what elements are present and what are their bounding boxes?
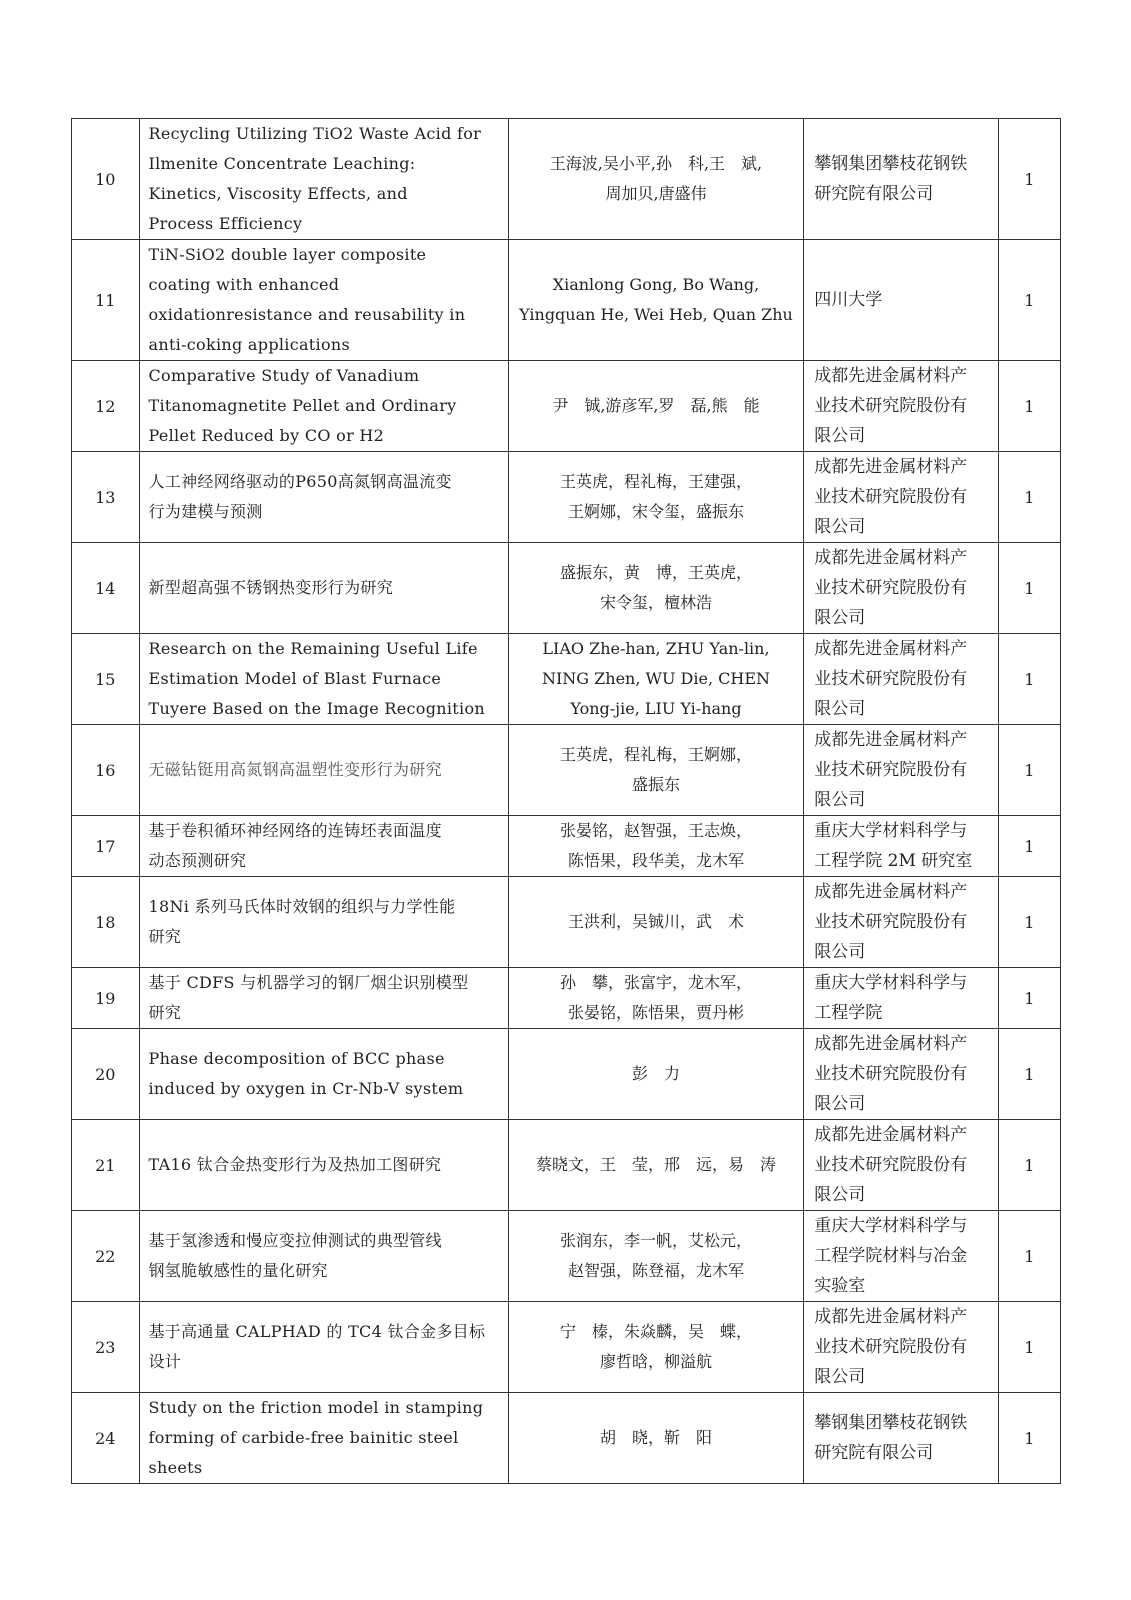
- authors-line: 张晏铭，赵智强，王志焕，: [559, 821, 752, 840]
- table-row: [72, 816, 1061, 877]
- organization-line: 业技术研究院股份有: [814, 1064, 968, 1084]
- paper-title-line: Study on the friction model in stamping: [148, 1398, 484, 1417]
- paper-title: [139, 1120, 508, 1211]
- paper-title-line: 动态预测研究: [148, 851, 247, 870]
- authors: [508, 1302, 804, 1393]
- authors: [508, 634, 804, 725]
- paper-count: 1: [998, 1211, 1060, 1302]
- row-number: 19: [72, 968, 140, 1029]
- paper-count: 1: [998, 968, 1060, 1029]
- table-row: [72, 1120, 1061, 1211]
- paper-title: [139, 1302, 508, 1393]
- table-row: [72, 968, 1061, 1029]
- paper-title: [139, 634, 508, 725]
- row-number: 12: [72, 361, 140, 452]
- organization-line: 攀钢集团攀枝花钢铁: [814, 1413, 968, 1433]
- organization: [804, 1029, 998, 1120]
- organization-line: 四川大学: [814, 290, 883, 310]
- paper-title-line: TA16 钛合金热变形行为及热加工图研究: [148, 1155, 442, 1174]
- organization-line: 成都先进金属材料产: [814, 639, 968, 659]
- paper-title: [139, 543, 508, 634]
- paper-title-line: 钢氢脆敏感性的量化研究: [148, 1261, 328, 1280]
- organization-line: 业技术研究院股份有: [814, 1155, 968, 1175]
- paper-title-line: Recycling Utilizing TiO2 Waste Acid for: [148, 124, 482, 143]
- authors-line: LIAO Zhe-han, ZHU Yan-lin,: [542, 639, 770, 658]
- organization-line: 业技术研究院股份有: [814, 487, 968, 507]
- row-number: 18: [72, 877, 140, 968]
- papers-table: [71, 118, 1061, 1484]
- authors: [508, 543, 804, 634]
- paper-count: 1: [998, 1029, 1060, 1120]
- organization-line: 成都先进金属材料产: [814, 1125, 968, 1145]
- authors-line: 王海波,吴小平,孙 科,王 斌,: [549, 154, 763, 173]
- organization: [804, 1393, 998, 1484]
- paper-title: [139, 877, 508, 968]
- organization-line: 限公司: [814, 1185, 866, 1205]
- organization: [804, 543, 998, 634]
- organization-line: 限公司: [814, 517, 866, 537]
- paper-title-line: 18Ni 系列马氏体时效钢的组织与力学性能: [148, 897, 456, 916]
- authors-line: Xianlong Gong, Bo Wang,: [552, 275, 760, 294]
- authors: [508, 452, 804, 543]
- organization-line: 限公司: [814, 790, 866, 810]
- row-number: 23: [72, 1302, 140, 1393]
- authors: [508, 1029, 804, 1120]
- organization-line: 工程学院材料与冶金: [814, 1246, 968, 1266]
- organization-line: 成都先进金属材料产: [814, 882, 968, 902]
- paper-title-line: TiN-SiO2 double layer composite: [148, 245, 427, 264]
- table-row: [72, 725, 1061, 816]
- paper-title-line: 基于高通量 CALPHAD 的 TC4 钛合金多目标: [148, 1322, 486, 1341]
- organization-line: 重庆大学材料科学与: [814, 973, 968, 993]
- authors: [508, 361, 804, 452]
- table-row: [72, 361, 1061, 452]
- authors: [508, 1393, 804, 1484]
- paper-title-line: forming of carbide-free bainitic steel: [148, 1428, 459, 1447]
- authors: [508, 1211, 804, 1302]
- organization-line: 业技术研究院股份有: [814, 396, 968, 416]
- table-row: [72, 877, 1061, 968]
- organization: [804, 877, 998, 968]
- authors-line: 孙 攀，张富宇，龙木军，: [559, 973, 752, 992]
- paper-count: 1: [998, 725, 1060, 816]
- paper-count: 1: [998, 119, 1060, 240]
- organization-line: 限公司: [814, 608, 866, 628]
- organization-line: 限公司: [814, 1367, 866, 1387]
- paper-title-line: sheets: [148, 1458, 203, 1477]
- table-row: [72, 1302, 1061, 1393]
- paper-title-line: Phase decomposition of BCC phase: [148, 1049, 445, 1068]
- authors-line: 王婀娜，宋令玺，盛振东: [567, 502, 744, 521]
- authors-line: 宋令玺，檀林浩: [599, 593, 712, 612]
- row-number: 15: [72, 634, 140, 725]
- organization-line: 限公司: [814, 1094, 866, 1114]
- organization-line: 研究院有限公司: [814, 1443, 934, 1463]
- paper-count: 1: [998, 816, 1060, 877]
- paper-title: [139, 361, 508, 452]
- organization-line: 限公司: [814, 426, 866, 446]
- organization-line: 研究院有限公司: [814, 184, 934, 204]
- organization-line: 重庆大学材料科学与: [814, 821, 968, 841]
- paper-count: 1: [998, 543, 1060, 634]
- table-row: [72, 240, 1061, 361]
- paper-count: 1: [998, 240, 1060, 361]
- table-row: [72, 119, 1061, 240]
- authors-line: 宁 榛，朱焱麟，吴 蝶，: [559, 1322, 752, 1341]
- organization: [804, 968, 998, 1029]
- authors: [508, 725, 804, 816]
- paper-title: [139, 240, 508, 361]
- organization: [804, 1120, 998, 1211]
- paper-title-line: Titanomagnetite Pellet and Ordinary: [148, 396, 457, 415]
- authors-line: 王英虎，程礼梅，王婀娜，: [559, 745, 752, 764]
- authors: [508, 240, 804, 361]
- paper-title-line: anti-coking applications: [148, 335, 350, 354]
- organization-line: 成都先进金属材料产: [814, 457, 968, 477]
- organization-line: 工程学院 2M 研究室: [814, 851, 973, 871]
- paper-title-line: 人工神经网络驱动的P650高氮钢高温流变: [148, 472, 452, 491]
- row-number: 24: [72, 1393, 140, 1484]
- table-row: [72, 1029, 1061, 1120]
- row-number: 22: [72, 1211, 140, 1302]
- papers-table-body: [72, 119, 1061, 1484]
- organization: [804, 361, 998, 452]
- authors-line: 陈悟果，段华美，龙木军: [567, 851, 744, 870]
- organization-line: 业技术研究院股份有: [814, 669, 968, 689]
- paper-title-line: Ilmenite Concentrate Leaching:: [148, 154, 416, 173]
- paper-title: [139, 1211, 508, 1302]
- organization-line: 重庆大学材料科学与: [814, 1216, 968, 1236]
- organization: [804, 816, 998, 877]
- table-row: [72, 1393, 1061, 1484]
- authors-line: 张晏铭，陈悟果，贾丹彬: [567, 1003, 744, 1022]
- paper-title-line: Comparative Study of Vanadium: [148, 366, 420, 385]
- paper-count: 1: [998, 452, 1060, 543]
- organization-line: 成都先进金属材料产: [814, 548, 968, 568]
- authors: [508, 119, 804, 240]
- paper-title-line: 设计: [148, 1352, 182, 1371]
- paper-title-line: coating with enhanced: [148, 275, 340, 294]
- table-row: [72, 634, 1061, 725]
- paper-count: 1: [998, 1120, 1060, 1211]
- row-number: 16: [72, 725, 140, 816]
- authors-line: NING Zhen, WU Die, CHEN: [541, 669, 770, 688]
- paper-title-line: Kinetics, Viscosity Effects, and: [148, 184, 408, 203]
- authors-line: 盛振东: [631, 775, 680, 794]
- paper-title-line: Research on the Remaining Useful Life: [148, 639, 478, 658]
- organization-line: 业技术研究院股份有: [814, 1337, 968, 1357]
- organization: [804, 119, 998, 240]
- paper-title: [139, 725, 508, 816]
- paper-title-line: 基于卷积循环神经网络的连铸坯表面温度: [148, 821, 442, 840]
- authors-line: 彭 力: [631, 1064, 680, 1083]
- paper-title-line: Process Efficiency: [148, 214, 303, 233]
- paper-count: 1: [998, 634, 1060, 725]
- authors-line: 蔡晓文，王 莹，邢 远，易 涛: [535, 1155, 776, 1174]
- authors: [508, 816, 804, 877]
- row-number: 17: [72, 816, 140, 877]
- organization-line: 成都先进金属材料产: [814, 1307, 968, 1327]
- paper-title-line: induced by oxygen in Cr-Nb-V system: [148, 1079, 464, 1098]
- row-number: 13: [72, 452, 140, 543]
- paper-count: 1: [998, 1302, 1060, 1393]
- organization-line: 成都先进金属材料产: [814, 366, 968, 386]
- organization-line: 实验室: [814, 1276, 866, 1296]
- authors: [508, 1120, 804, 1211]
- paper-count: 1: [998, 1393, 1060, 1484]
- paper-count: 1: [998, 361, 1060, 452]
- table-row: [72, 452, 1061, 543]
- organization: [804, 1302, 998, 1393]
- authors: [508, 968, 804, 1029]
- row-number: 14: [72, 543, 140, 634]
- organization-line: 业技术研究院股份有: [814, 578, 968, 598]
- authors-line: 胡 晓，靳 阳: [599, 1428, 712, 1447]
- authors-line: 尹 铖,游彦军,罗 磊,熊 能: [552, 396, 760, 415]
- organization-line: 攀钢集团攀枝花钢铁: [814, 154, 968, 174]
- authors-line: 周加贝,唐盛伟: [605, 184, 707, 203]
- paper-title-line: 研究: [148, 927, 182, 946]
- paper-title-line: 基于氢渗透和慢应变拉伸测试的典型管线: [148, 1231, 442, 1250]
- paper-title: [139, 1393, 508, 1484]
- paper-title-line: oxidationresistance and reusability in: [148, 305, 466, 324]
- row-number: 20: [72, 1029, 140, 1120]
- authors-line: 王英虎，程礼梅，王建强，: [559, 472, 752, 491]
- organization-line: 限公司: [814, 699, 866, 719]
- paper-title-line: 基于 CDFS 与机器学习的钢厂烟尘识别模型: [148, 973, 469, 992]
- paper-title: [139, 968, 508, 1029]
- organization: [804, 452, 998, 543]
- organization-line: 限公司: [814, 942, 866, 962]
- organization: [804, 634, 998, 725]
- authors-line: 廖哲晗，柳溢航: [599, 1352, 712, 1371]
- paper-count: 1: [998, 877, 1060, 968]
- organization: [804, 1211, 998, 1302]
- paper-title-line: 行为建模与预测: [148, 502, 263, 521]
- row-number: 11: [72, 240, 140, 361]
- paper-title-line: 研究: [148, 1003, 182, 1022]
- authors-line: 赵智强，陈登福，龙木军: [567, 1261, 744, 1280]
- organization-line: 业技术研究院股份有: [814, 760, 968, 780]
- authors-line: 盛振东，黄 博，王英虎，: [559, 563, 752, 582]
- organization: [804, 240, 998, 361]
- paper-title-line: 无磁钻铤用高氮钢高温塑性变形行为研究: [148, 760, 442, 779]
- row-number: 21: [72, 1120, 140, 1211]
- table-row: [72, 543, 1061, 634]
- paper-title-line: 新型超高强不锈钢热变形行为研究: [148, 578, 394, 597]
- authors-line: 张润东，李一帆，艾松元，: [559, 1231, 752, 1250]
- paper-title: [139, 1029, 508, 1120]
- paper-title-line: Estimation Model of Blast Furnace: [148, 669, 442, 688]
- paper-title: [139, 452, 508, 543]
- authors-line: Yong-jie, LIU Yi-hang: [570, 699, 742, 718]
- authors-line: Yingquan He, Wei Heb, Quan Zhu: [519, 305, 793, 324]
- authors: [508, 877, 804, 968]
- organization-line: 业技术研究院股份有: [814, 912, 968, 932]
- paper-title: [139, 816, 508, 877]
- authors-line: 王洪利，吴铖川，武 术: [567, 912, 744, 931]
- paper-title-line: Pellet Reduced by CO or H2: [148, 426, 385, 445]
- paper-title-line: Tuyere Based on the Image Recognition: [148, 699, 485, 718]
- table-row: [72, 1211, 1061, 1302]
- organization-line: 工程学院: [814, 1003, 883, 1023]
- row-number: 10: [72, 119, 140, 240]
- paper-title: [139, 119, 508, 240]
- organization: [804, 725, 998, 816]
- organization-line: 成都先进金属材料产: [814, 730, 968, 750]
- organization-line: 成都先进金属材料产: [814, 1034, 968, 1054]
